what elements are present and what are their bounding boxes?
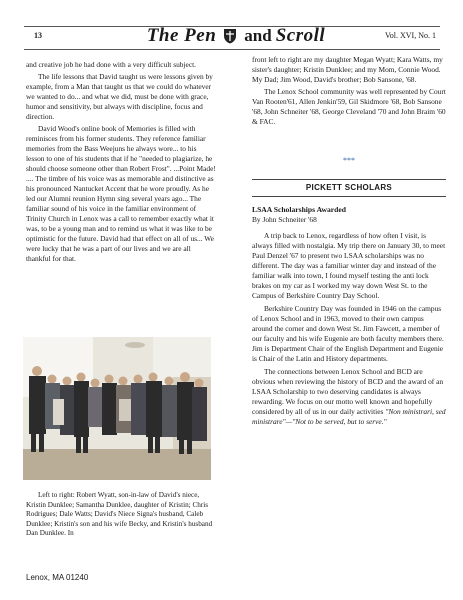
- section-separator: ***: [343, 156, 355, 165]
- article-byline: By John Schneiter '68: [252, 215, 317, 224]
- title-middle: and: [244, 26, 272, 45]
- community-note: The Lenox School community was well represented by Court Van Rooten'61, Allen Jenkin'59, Gil Skidmore '68, Bob Sansone '68, John Schneiter '68, George Cleveland '70 and John Braim '60 & FAC.: [252, 87, 446, 126]
- page-number: 13: [34, 31, 42, 40]
- reunion-group-photo: [23, 337, 211, 480]
- school-motto: "Non ministrari, sed ministrare"—"Not to be served, but to serve.": [252, 407, 446, 426]
- left-paragraph: The life lessons that David taught us were lessons given by example, from a Man that taught us that we could do whatever we wanted to do... and what we did, must be done with grace, humor and sensitivity, but always with discipline, focus and direction.: [26, 72, 213, 121]
- title-left: The Pen: [146, 25, 217, 46]
- scholarship-article: [252, 203, 446, 430]
- title-right: Scroll: [275, 25, 326, 46]
- article-paragraph: A trip back to Lenox, regardless of how often I visit, is always filled with nostalgia. My trip there on January 30, to meet Paul Denzel '67 to present two LSAA scholarships was no different. The day was a familiar winter day and instead of the familiar walk into town, I found myself testing the anti lock brakes on my car as I worked my way down West St. to the Campus of Berkshire Country Day School.: [252, 231, 446, 300]
- article-paragraph: [252, 367, 446, 427]
- photo-caption: [26, 491, 216, 539]
- caption-text: Left to right: Robert Wyatt, son-in-law of David's niece, Kristin Dunklee; Samantha Dunklee, daughter of Kristin; Chris Rodrigues; Dale Watts; David's Niece Signa's husband, Caleb Dunklee; Kristin's son and his wife Becky, and Kristin's husband Dan Dunklee. In: [26, 491, 213, 538]
- article-paragraph-text: The connections between Lenox School and BCD are obvious when reviewing the history of BCD and the award of an LSAA Scholarship to two deserving candidates is always rewarding. We focus on our motto well known and hopefully considered by all of us in our daily activities: [252, 367, 444, 416]
- right-column-top: [252, 55, 446, 129]
- masthead: [24, 26, 440, 50]
- footer-location: Lenox, MA 01240: [26, 573, 89, 582]
- left-column: [26, 60, 216, 266]
- article-paragraph: Berkshire Country Day was founded in 1946 on the campus of Lenox School and in 1963, moved to their own campus around the corner and down West St. Jim Fawcett, a member of our faculty and his wife Eugenie are both faculty members there. Jim is Department Chair of the English Department and Eugenie is Chair of the Latin and History departments.: [252, 304, 444, 363]
- caption-continued: front left to right are my daughter Megan Wyatt; Kara Watts, my sister's daughter; Kristin Dunklee; and my Mom, Connie Wood. My Dad; Jim Wood, David's brother; Bob Sansone, '68.: [252, 55, 443, 84]
- crest-icon: [223, 28, 237, 44]
- volume-issue: Vol. XVI, No. 1: [385, 31, 436, 40]
- article-title: LSAA Scholarships Awarded: [252, 205, 346, 214]
- left-paragraph: David Wood's online book of Memories is filled with reminisces from his former students. They reference familiar memories from the Bass Weejuns he always wore... to his lesson to one of his students that if he "needed to plagiarize, he should choose someone other than Robert Frost". ...Point Made! .... The timbre of his voice was as memorable and distinctive as his pronounced Nantucket Accent that he wore proudly. As he led our Alumni reunion Hymn sing several years ago... The familiar sound of his voice in the familiar environment of Trinity Church in Lenox was a call to remember exactly what it was, to be a young man and to remind us what it was like to be optimistic for the future. David had that effect on all of us... We were lucky that he was a part of our lives and we are all thankful for that.: [26, 124, 216, 263]
- left-paragraph: and creative job he had done with a very difficult subject.: [26, 60, 196, 69]
- section-heading: PICKETT SCHOLARS: [252, 179, 446, 197]
- newsletter-title: [136, 25, 336, 51]
